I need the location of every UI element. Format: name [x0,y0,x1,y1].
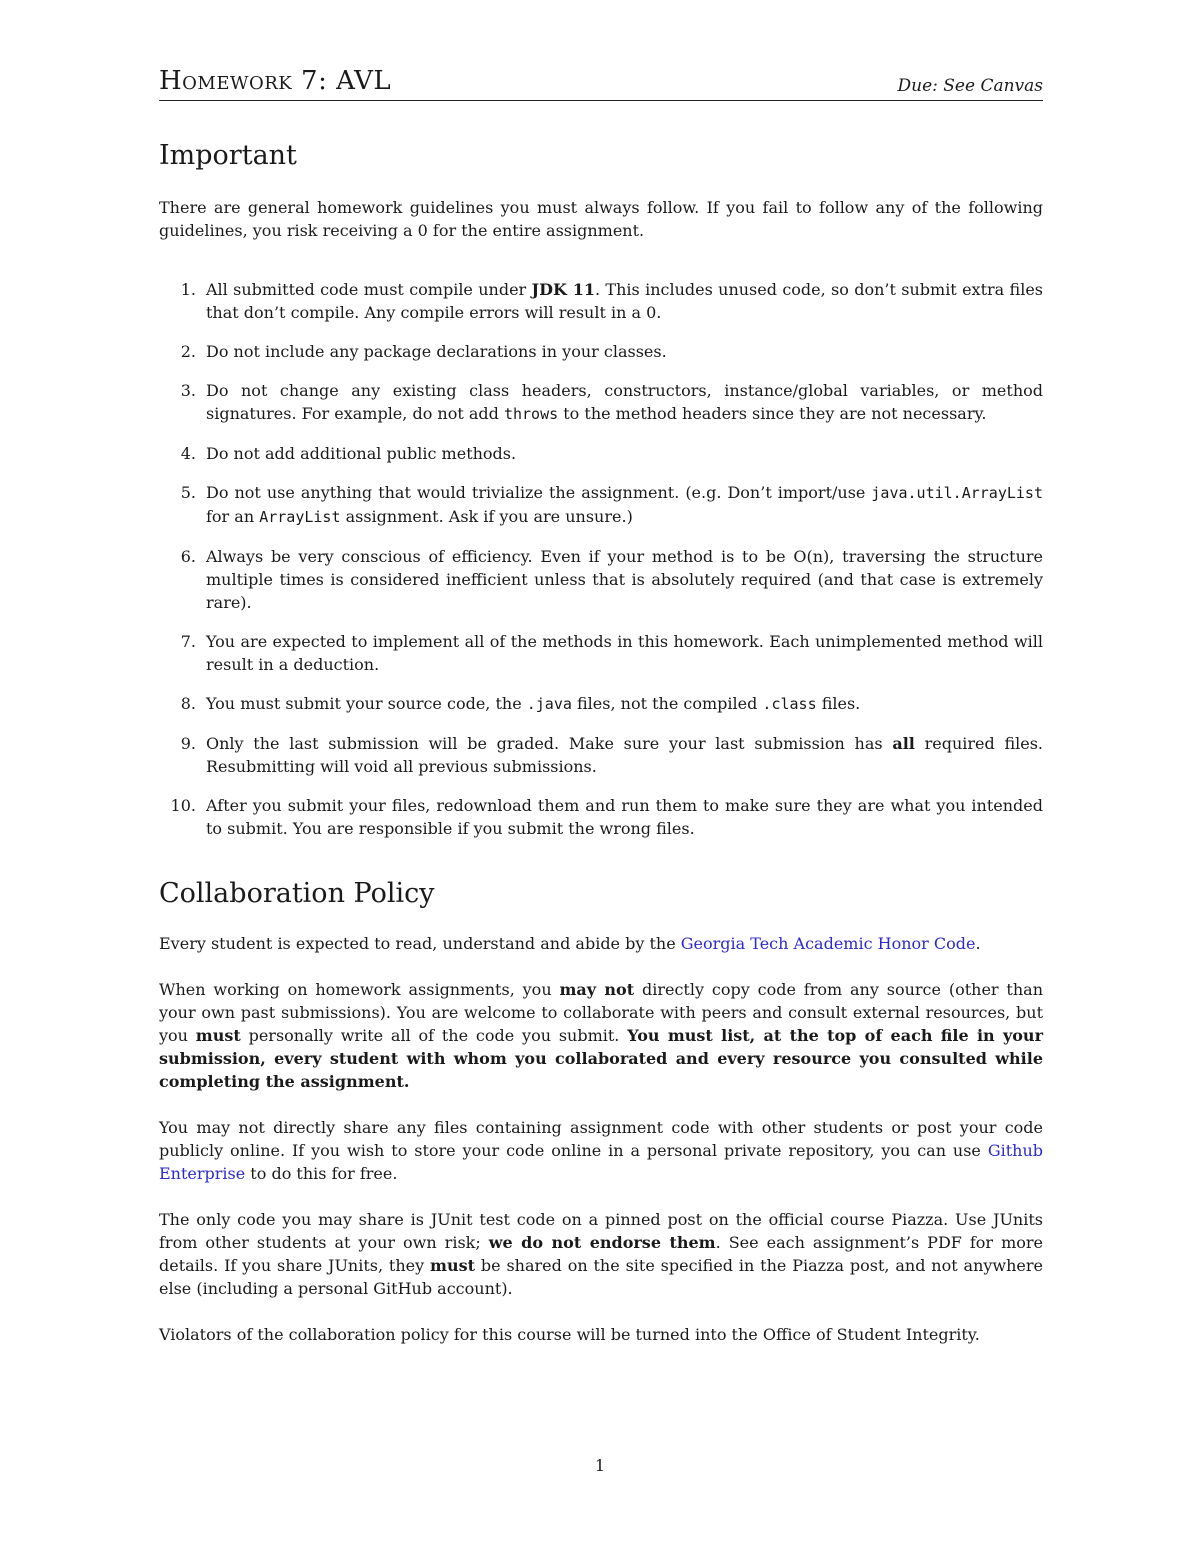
page-number: 1 [594,1456,606,1475]
github-enterprise-link[interactable]: Github Enterprise [159,1141,1043,1183]
important-intro: There are general homework guidelines you must always follow. If you fail to follow any of the following guidelines, you risk receiving a 0 for the entire assignment. [159,198,1043,240]
guidelines-list [159,278,1043,856]
collab-paragraph: Every student is expected to read, understand and abide by the Georgia Tech Academic Honor Code. [159,934,981,953]
list-item: 9. Only the last submission will be graded. Make sure your last submission has all required files. Resubmitting will void all previous submissions. [180,734,1043,776]
list-item: 3. Do not change any existing class headers, constructors, instance/global variables, or method signatures. For example, do not add throws to the method headers since they are not necessary. [180,381,1043,423]
homework-title: Homework 7: AVL [159,66,392,96]
list-item: 6. Always be very conscious of efficiency. Even if your method is to be O(n), traversing the structure multiple times is considered inefficient unless that is absolutely required (and that case is extremely rare). [180,547,1043,612]
list-item: 2. Do not include any package declarations in your classes. [180,342,667,361]
collab-paragraph: When working on homework assignments, you may not directly copy code from any source (other than your own past submissions). You are welcome to collaborate with peers and consult external resources, but you must personally write all of the code you submit. You must list, at the top of each file in your submission, every student with whom you collaborated and every resource you consulted while completing the assignment. [159,980,1043,1091]
page-header [159,62,1043,101]
collaboration-heading: Collaboration Policy [159,878,435,909]
collaboration-body [159,932,1043,1369]
collab-paragraph: You may not directly share any files containing assignment code with other students or post your code publicly online. If you wish to store your code online in a personal private repository, you can use Github Enterprise to do this for free. [159,1118,1043,1183]
document-page [159,62,1044,1344]
list-item: 8. You must submit your source code, the .java files, not the compiled .class files. [180,694,861,713]
list-item: 10. After you submit your files, redownload them and run them to make sure they are what you intended to submit. You are responsible if you submit the wrong files. [170,796,1043,838]
list-item: 7. You are expected to implement all of the methods in this homework. Each unimplemented method will result in a deduction. [180,632,1043,674]
important-heading: Important [159,140,297,171]
list-item: 5. Do not use anything that would trivialize the assignment. (e.g. Don’t import/use java.util.ArrayList for an ArrayList assignment. Ask if you are unsure.) [180,483,1043,526]
collab-paragraph: The only code you may share is JUnit test code on a pinned post on the official course Piazza. Use JUnits from other students at your own risk; we do not endorse them. See each assignment’s PDF for more details. If you share JUnits, they must be shared on the site specified in the Piazza post, and not anywhere else (including a personal GitHub account). [159,1210,1044,1298]
list-item: 4. Do not add additional public methods. [180,444,517,463]
due-date: Due: See Canvas [897,76,1043,96]
list-item: 1. All submitted code must compile under JDK 11. This includes unused code, so don’t submit extra files that don’t compile. Any compile errors will result in a 0. [180,280,1043,322]
collab-paragraph: Violators of the collaboration policy for this course will be turned into the Office of Student Integrity. [159,1325,980,1344]
honor-code-link[interactable]: Georgia Tech Academic Honor Code [680,934,976,953]
